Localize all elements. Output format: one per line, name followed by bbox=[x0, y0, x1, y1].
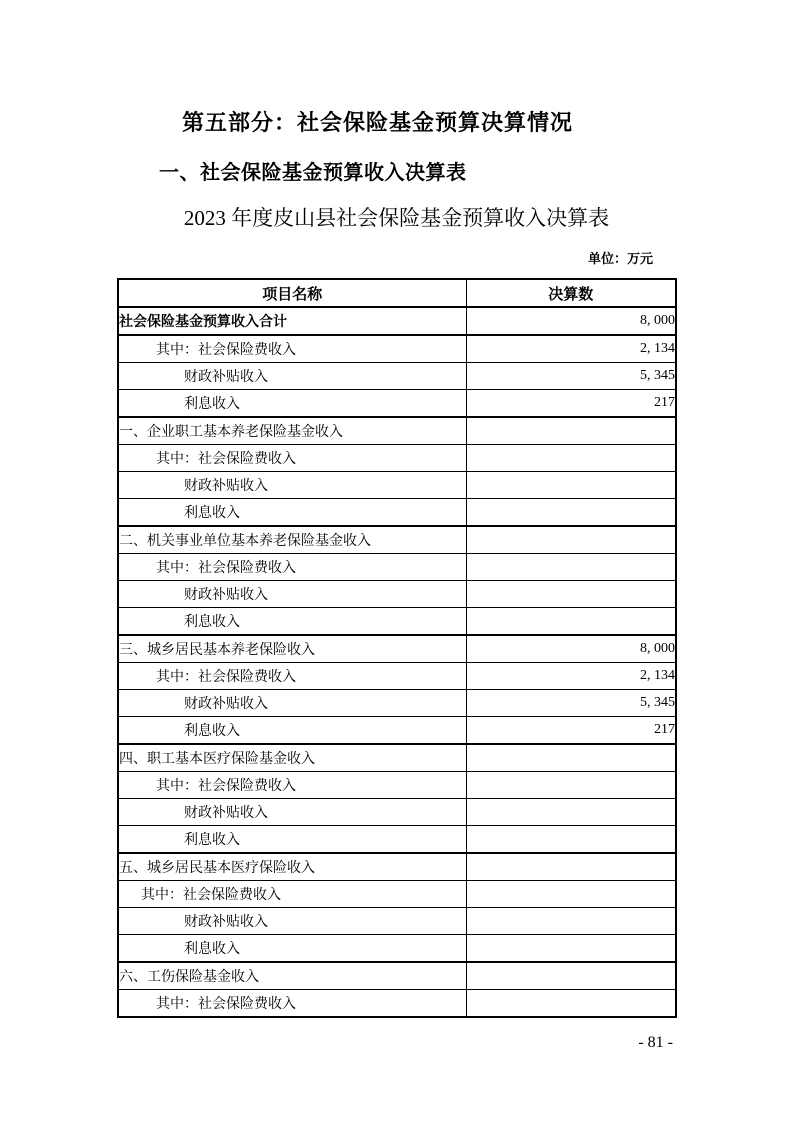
table-row bbox=[118, 881, 676, 908]
table-body bbox=[118, 307, 676, 1017]
row-item-name: 财政补贴收入 bbox=[118, 363, 466, 390]
table-row bbox=[118, 472, 676, 499]
row-item-name: 二、机关事业单位基本养老保险基金收入 bbox=[118, 526, 466, 554]
row-final-amount bbox=[466, 908, 676, 935]
col-header-item-name: 项目名称 bbox=[118, 279, 466, 307]
row-item-name: 利息收入 bbox=[118, 390, 466, 418]
table-row bbox=[118, 335, 676, 363]
table-row bbox=[118, 690, 676, 717]
table-row bbox=[118, 935, 676, 963]
row-final-amount bbox=[466, 744, 676, 772]
row-final-amount: 5, 345 bbox=[466, 690, 676, 717]
table-row bbox=[118, 499, 676, 527]
row-item-name: 三、城乡居民基本养老保险收入 bbox=[118, 635, 466, 663]
row-final-amount bbox=[466, 445, 676, 472]
table-header bbox=[118, 279, 676, 307]
row-item-name: 利息收入 bbox=[118, 499, 466, 527]
row-item-name: 其中：社会保险费收入 bbox=[118, 445, 466, 472]
row-item-name: 社会保险基金预算收入合计 bbox=[118, 307, 466, 335]
table-row bbox=[118, 717, 676, 745]
row-final-amount: 2, 134 bbox=[466, 663, 676, 690]
row-final-amount bbox=[466, 526, 676, 554]
row-item-name: 其中：社会保险费收入 bbox=[118, 881, 466, 908]
section-heading: 一、社会保险基金预算收入决算表 bbox=[159, 162, 467, 184]
row-final-amount bbox=[466, 881, 676, 908]
row-item-name: 其中：社会保险费收入 bbox=[118, 663, 466, 690]
table-row bbox=[118, 554, 676, 581]
row-final-amount bbox=[466, 935, 676, 963]
table-row bbox=[118, 853, 676, 881]
part-title: 第五部分：社会保险基金预算决算情况 bbox=[182, 110, 574, 135]
row-item-name: 其中：社会保险费收入 bbox=[118, 554, 466, 581]
row-item-name: 一、企业职工基本养老保险基金收入 bbox=[118, 417, 466, 445]
row-item-name: 利息收入 bbox=[118, 608, 466, 636]
row-item-name: 利息收入 bbox=[118, 935, 466, 963]
row-final-amount bbox=[466, 826, 676, 854]
table-row bbox=[118, 526, 676, 554]
page-number: - 81 - bbox=[638, 1034, 673, 1051]
row-item-name: 其中：社会保险费收入 bbox=[118, 335, 466, 363]
row-final-amount bbox=[466, 772, 676, 799]
table-header-row bbox=[118, 279, 676, 307]
row-item-name: 四、职工基本医疗保险基金收入 bbox=[118, 744, 466, 772]
row-final-amount: 217 bbox=[466, 390, 676, 418]
row-final-amount bbox=[466, 417, 676, 445]
table-row bbox=[118, 799, 676, 826]
row-final-amount bbox=[466, 581, 676, 608]
table-title: 2023 年度皮山县社会保险基金预算收入决算表 bbox=[183, 206, 610, 230]
table-row bbox=[118, 417, 676, 445]
row-item-name: 财政补贴收入 bbox=[118, 472, 466, 499]
table-row bbox=[118, 826, 676, 854]
row-item-name: 财政补贴收入 bbox=[118, 581, 466, 608]
row-final-amount: 5, 345 bbox=[466, 363, 676, 390]
row-final-amount bbox=[466, 499, 676, 527]
row-item-name: 其中：社会保险费收入 bbox=[118, 772, 466, 799]
table-row bbox=[118, 635, 676, 663]
table-row bbox=[118, 744, 676, 772]
row-item-name: 财政补贴收入 bbox=[118, 690, 466, 717]
row-final-amount: 8, 000 bbox=[466, 635, 676, 663]
row-final-amount bbox=[466, 962, 676, 990]
row-item-name: 利息收入 bbox=[118, 717, 466, 745]
row-item-name: 财政补贴收入 bbox=[118, 908, 466, 935]
unit-label: 单位：万元 bbox=[587, 251, 653, 266]
row-item-name: 财政补贴收入 bbox=[118, 799, 466, 826]
row-final-amount: 2, 134 bbox=[466, 335, 676, 363]
table-row bbox=[118, 908, 676, 935]
row-item-name: 利息收入 bbox=[118, 826, 466, 854]
row-item-name: 其中：社会保险费收入 bbox=[118, 990, 466, 1018]
table-row bbox=[118, 962, 676, 990]
row-final-amount bbox=[466, 853, 676, 881]
table-row bbox=[118, 990, 676, 1018]
row-final-amount bbox=[466, 799, 676, 826]
row-final-amount: 217 bbox=[466, 717, 676, 745]
row-final-amount bbox=[466, 990, 676, 1018]
table-row bbox=[118, 445, 676, 472]
budget-income-table bbox=[117, 278, 677, 1018]
row-item-name: 五、城乡居民基本医疗保险收入 bbox=[118, 853, 466, 881]
row-item-name: 六、工伤保险基金收入 bbox=[118, 962, 466, 990]
table-row bbox=[118, 363, 676, 390]
table-row bbox=[118, 390, 676, 418]
table-row bbox=[118, 581, 676, 608]
table-row bbox=[118, 663, 676, 690]
row-final-amount bbox=[466, 472, 676, 499]
table-row bbox=[118, 772, 676, 799]
row-final-amount bbox=[466, 608, 676, 636]
row-final-amount bbox=[466, 554, 676, 581]
table-row bbox=[118, 307, 676, 335]
col-header-final-amount: 决算数 bbox=[466, 279, 676, 307]
table-row bbox=[118, 608, 676, 636]
row-final-amount: 8, 000 bbox=[466, 307, 676, 335]
